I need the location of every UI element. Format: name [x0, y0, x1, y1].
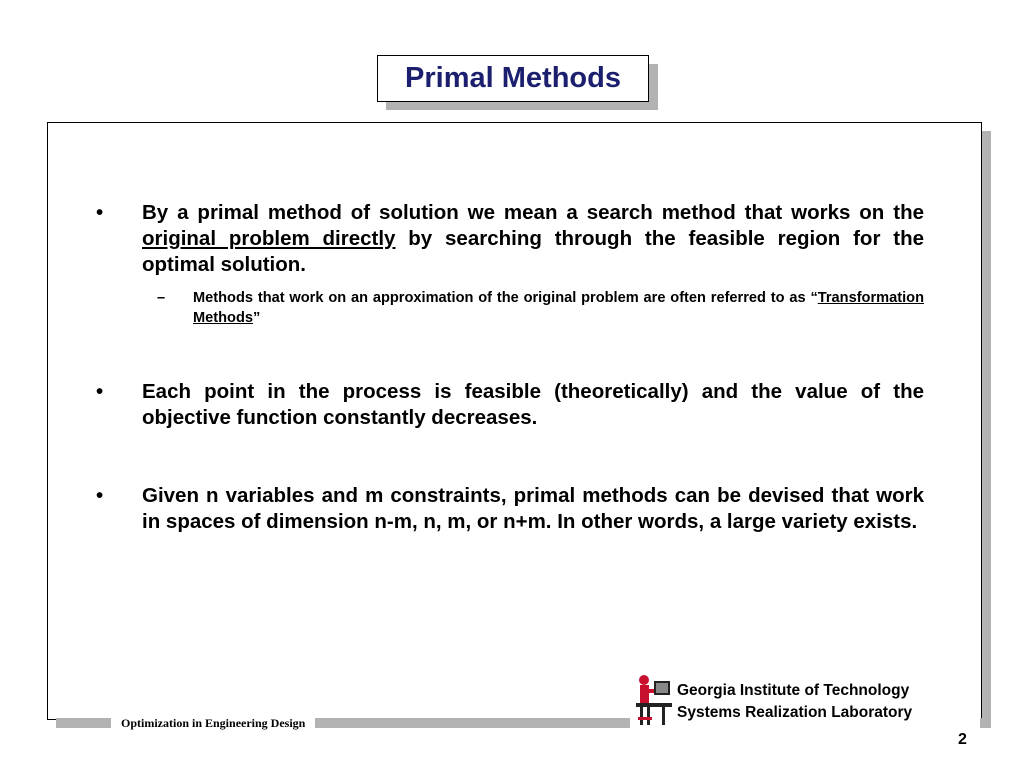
sub-bullet-1	[157, 288, 924, 328]
bullet-3-text: Given n variables and m constraints, primal methods can be devised that work in spaces of dimension n-m, n, m, or n+m. In other words, a large variety exists.	[142, 484, 924, 533]
bullet-3	[96, 483, 924, 535]
bullet-1-text-end: by searching through the feasible region for the optimal solution.	[142, 227, 925, 276]
bullet-marker: •	[96, 201, 104, 224]
course-name: Optimization in Engineering Design	[111, 713, 315, 733]
sub-bullet-1-text	[193, 288, 924, 328]
bullet-1-underlined: original problem directly	[142, 227, 396, 250]
bullet-1-text	[142, 200, 924, 278]
sub-bullet-text-start: Methods that work on an approximation of the original problem are often referred to as “	[193, 290, 818, 306]
lab-logo	[630, 671, 980, 729]
bullet-marker: •	[96, 484, 104, 507]
sub-bullet-marker: –	[157, 290, 166, 306]
lab-name: Systems Realization Laboratory	[677, 704, 913, 721]
sub-bullet-underlined: Transformation Methods	[193, 290, 924, 326]
slide-title: Primal Methods	[405, 62, 621, 94]
bullet-marker: •	[96, 380, 104, 403]
bullet-1	[96, 200, 924, 278]
page-number: 2	[958, 731, 967, 748]
sub-bullet-text-end: ”	[253, 310, 261, 326]
bullet-2	[96, 379, 924, 431]
institute-name: Georgia Institute of Technology	[677, 682, 910, 699]
bullet-1-text-start: By a primal method of solution we mean a search method that works on the	[142, 201, 924, 224]
bullet-2-text: Each point in the process is feasible (theoretically) and the value of the objective function constantly decreases.	[142, 380, 924, 429]
person-at-desk-icon	[634, 673, 674, 727]
title-box	[377, 55, 649, 102]
